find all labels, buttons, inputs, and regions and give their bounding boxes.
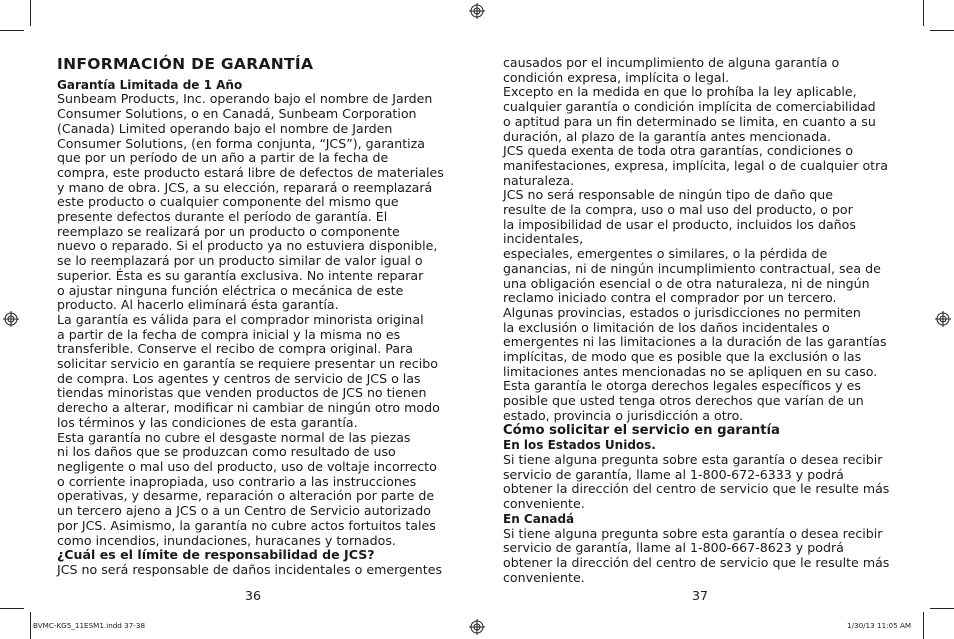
service-heading: Cómo solicitar el servicio en garantía	[503, 422, 780, 438]
warranty-subtitle: Garantía Limitada de 1 Año	[57, 77, 243, 92]
liability-heading: ¿Cuál es el límite de responsabilidad de JCS?	[57, 547, 375, 563]
left-page-column	[57, 54, 452, 578]
crop-mark-top-right-h	[930, 30, 954, 31]
registration-mark-icon	[469, 3, 485, 19]
warranty-paragraph: JCS no será responsable de ningún tipo de daño que resulte de la compra, uso o mal uso del producto, o por la imposibilidad de usar el producto, incluidos los daños incidentales, especiales, emergentes o similares, o la pérdida de ganancias, ni de ningún incumplimiento contractual, sea de una obligación esencial o de otra naturaleza, ni de ningún reclamo iniciado contra el comprador por un tercero.	[503, 187, 881, 306]
right-page-column	[503, 56, 903, 585]
slug-timestamp: 1/30/13 11:05 AM	[847, 621, 912, 630]
us-heading: En los Estados Unidos.	[503, 438, 656, 453]
us-service-text: Si tiene alguna pregunta sobre esta garantía o desea recibir servicio de garantía, llame al 1-800-672-6333 y podrá obtener la dirección del centro de servicio que le resulte más conveniente.	[503, 451, 890, 512]
page-number-left: 36	[245, 588, 262, 603]
crop-mark-top-left-v	[30, 0, 31, 26]
page-number-right: 37	[692, 588, 709, 603]
warranty-paragraph: Algunas provincias, estados o jurisdicciones no permiten la exclusión o limitación de los daños incidentales o emergentes ni las limitaciones a la duración de las garantías implícitas, de modo que es posible que la exclusión o las limitaciones antes mencionadas no se apliquen en su caso.	[503, 304, 887, 379]
warranty-paragraph: causados por el incumplimiento de alguna garantía o condición expresa, implícita o legal.	[503, 55, 840, 85]
crop-mark-top-left-h	[0, 30, 24, 31]
warranty-paragraph: JCS no será responsable de daños incidentales o emergentes	[57, 561, 443, 577]
registration-mark-icon	[469, 619, 485, 635]
registration-mark-icon	[3, 311, 19, 327]
crop-mark-bottom-right-h	[930, 608, 954, 609]
crop-mark-top-right-v	[923, 0, 924, 26]
page-title: INFORMACIÓN DE GARANTÍA	[57, 55, 314, 73]
warranty-paragraph: La garantía es válida para el comprador minorista original a partir de la fecha de compra inicial y la misma no es transferible. Conserve el recibo de compra original. Para solicitar servicio en garantía se requiere presentar un recibo de compra. Los agentes y centros de servicio de JCS o las tiendas minoristas que venden productos de JCS no tienen derecho a alterar, modificar ni cambiar de ningún otro modo los términos y las condiciones de esta garantía.	[57, 311, 440, 430]
crop-mark-bottom-right-v	[923, 612, 924, 639]
slug-filename: BVMC-KG5_11ESM1.indd 37-38	[33, 621, 146, 630]
warranty-paragraph: Excepto en la medida en que lo prohíba la ley aplicable, cualquier garantía o condición implícita de comerciabilidad o aptitud para un fin determinado se limita, en cuanto a su duración, al plazo de la garantía antes mencionada.	[503, 84, 876, 144]
warranty-paragraph: Sunbeam Products, Inc. operando bajo el nombre de Jarden Consumer Solutions, o en Canadá, Sunbeam Corporation (Canada) Limited operando bajo el nombre de Jarden Consumer Solutions, (en forma conjunta, “JCS”), garantiza que por un período de un año a partir de la fecha de compra, este producto estará libre de defectos de materiales y mano de obra. JCS, a su elección, reparará o reemplazará este producto o cualquier componente del mismo que presente defectos durante el período de garantía. El reemplazo se realizará por un producto o componente nuevo o reparado. Si el producto ya no estuviera disponible, se lo reemplazará por un producto similar de valor igual o superior. Ésta es su garantía exclusiva. No intente reparar o ajustar ninguna función eléctrica o mecánica de este producto. Al hacerlo elimínará ésta garantía.	[57, 91, 444, 313]
crop-mark-bottom-left-h	[0, 608, 24, 609]
warranty-paragraph: JCS queda exenta de toda otra garantías, condiciones o manifestaciones, expresa, implícita, legal o de cualquier otra naturaleza.	[503, 143, 889, 188]
canada-service-text: Si tiene alguna pregunta sobre esta garantía o desea recibir servicio de garantía, llame al 1-800-667-8623 y podrá obtener la dirección del centro de servicio que le resulte más conveniente.	[503, 525, 890, 585]
registration-mark-icon	[935, 311, 951, 327]
warranty-paragraph: Esta garantía no cubre el desgaste normal de las piezas ni los daños que se produzcan como resultado de uso negligente o mal uso del producto, uso de voltaje incorrecto o corriente inapropiada, uso contrario a las instrucciones operativas, y desarme, reparación o alteración por parte de un tercero ajeno a JCS o a un Centro de Servicio autorizado por JCS. Asimismo, la garantía no cubre actos fortuitos tales como incendios, inundaciones, huracanes y tornados.	[57, 429, 437, 548]
crop-mark-bottom-left-v	[30, 612, 31, 639]
canada-heading: En Canadá	[503, 511, 575, 526]
warranty-paragraph: Esta garantía le otorga derechos legales específicos y es posible que usted tenga otros derechos que varían de un estado, provincia o jurisdicción a otro.	[503, 378, 864, 423]
